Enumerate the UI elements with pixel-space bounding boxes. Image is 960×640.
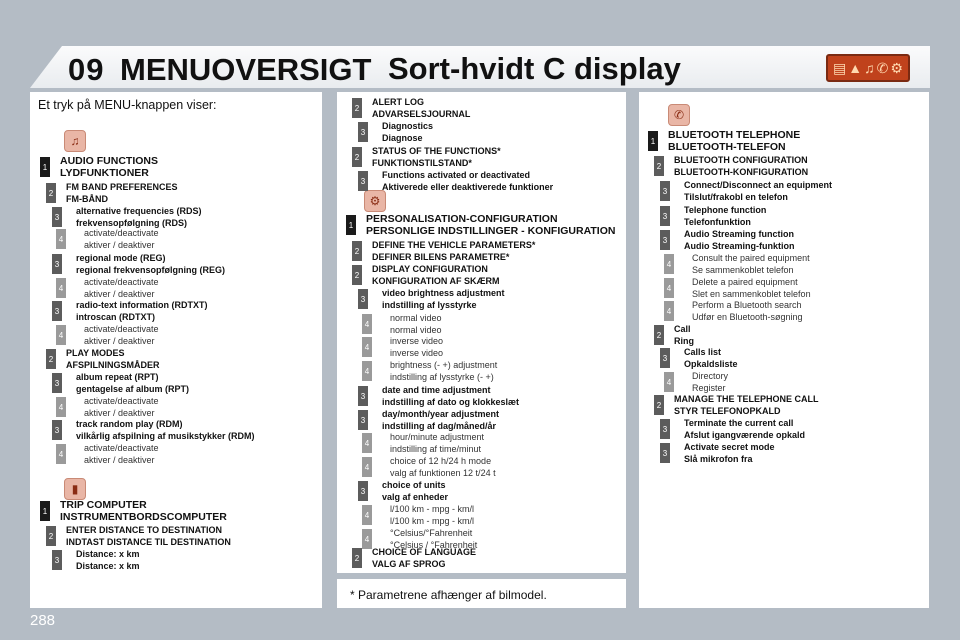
menu-item-english: Calls list [684,347,722,357]
menu-item-text [84,443,159,466]
menu-item-text [366,214,615,237]
menu-item-english: MANAGE THE TELEPHONE CALL [674,394,819,404]
menu-item-text [692,277,811,300]
level-badge: 3 [52,373,62,393]
level-badge: 3 [660,230,670,250]
personalisation-icon: ⚙ [364,190,386,212]
menu-item-english: alternative frequencies (RDS) [76,206,202,216]
menu-item-english: choice of 12 h/24 h mode [390,456,492,466]
navigation-icon: ▲ [848,60,863,76]
menu-item-english: DISPLAY CONFIGURATION [372,264,488,274]
menu-item-text [66,348,160,371]
menu-item-text [76,206,202,229]
level-badge: 4 [56,397,66,417]
level-badge: 3 [358,410,368,430]
menu-item-english: Perform a Bluetooth search [692,300,802,310]
menu-item-text [76,549,140,572]
level-badge: 3 [660,206,670,226]
menu-item-text [692,371,728,394]
menu-item-danish: Tilslut/frakobl en telefon [684,191,788,202]
level-badge: 4 [56,229,66,249]
menu-item-english: activate/deactivate [84,396,159,406]
menu-item-danish: ADVARSELSJOURNAL [372,108,471,119]
menu-item-english: AUDIO FUNCTIONS [60,155,158,167]
menu-item-text [674,155,808,178]
level-badge: 2 [352,147,362,167]
menu-item-english: normal video [390,313,442,323]
level-badge: 3 [660,443,670,463]
menu-item-text [390,360,497,383]
level-badge: 4 [664,301,674,321]
menu-item-danish: KONFIGURATION AF SKÆRM [372,275,500,286]
menu-item-danish: BLUETOOTH-KONFIGURATION [674,166,809,177]
menu-item-text [684,205,766,228]
page-subtitle: Sort-hvidt C display [388,51,681,86]
menu-item-danish: Distance: x km [76,560,140,571]
menu-item-english: TRIP COMPUTER [60,499,147,511]
menu-item-text [674,394,819,417]
footnote-text: * Parametrene afhænger af bilmodel. [350,588,547,602]
menu-item-text [372,264,500,287]
menu-item-text [382,170,553,193]
menu-item-english: CHOICE OF LANGUAGE [372,547,477,557]
level-badge: 4 [362,337,372,357]
menu-item-danish: FUNKTIONSTILSTAND* [372,157,472,168]
level-badge: 4 [56,444,66,464]
menu-item-text [76,419,255,442]
menu-item-danish: aktiver / deaktiver [84,335,155,346]
menu-item-danish: VALG AF SPROG [372,558,446,569]
menu-item-danish: Afslut igangværende opkald [684,429,806,440]
menu-item-english: activate/deactivate [84,228,159,238]
menu-item-danish: LYDFUNKTIONER [60,166,149,179]
menu-item-text [382,409,499,432]
level-badge: 1 [648,131,658,151]
audio-icon: ♫ [64,130,86,152]
menu-item-english: Terminate the current call [684,418,794,428]
menu-item-danish: Slet en sammenkoblet telefon [692,288,811,299]
menu-item-danish: introscan (RDTXT) [76,311,156,322]
menu-item-danish: frekvensopfølgning (RDS) [76,217,188,228]
level-badge: 3 [660,348,670,368]
menu-item-english: Consult the paired equipment [692,253,810,263]
menu-item-danish: indstilling af lysstyrke [382,299,477,310]
menu-item-text [372,547,476,570]
menu-item-danish: Diagnose [382,132,423,143]
level-badge: 3 [52,420,62,440]
menu-item-danish: Audio Streaming-funktion [684,240,795,251]
menu-item-danish: INSTRUMENTBORDSCOMPUTER [60,510,227,523]
page-number: 288 [30,612,56,629]
level-badge: 3 [52,207,62,227]
menu-item-english: Directory [692,371,729,381]
menu-item-english: ENTER DISTANCE TO DESTINATION [66,525,223,535]
radio-icon: ▤ [833,59,847,76]
menu-item-text [390,456,496,479]
menu-item-english: hour/minute adjustment [390,432,485,442]
level-badge: 4 [362,505,372,525]
menu-item-english: STATUS OF THE FUNCTIONS* [372,146,501,156]
menu-item-danish: indstilling af lysstyrke (- +) [390,371,494,382]
menu-item-english: regional mode (REG) [76,253,166,263]
menu-item-english: activate/deactivate [84,277,159,287]
level-badge: 2 [654,325,664,345]
level-badge: 4 [362,433,372,453]
menu-item-text [382,385,519,408]
level-badge: 1 [40,157,50,177]
chapter-number: 09 [68,52,105,87]
level-badge: 4 [362,361,372,381]
menu-item-danish: °Celsius / °Fahrenheit [390,539,478,550]
level-badge: 4 [56,325,66,345]
menu-item-english: album repeat (RPT) [76,372,159,382]
level-badge: 2 [654,156,664,176]
menu-item-text [684,229,795,252]
menu-item-danish: indstilling af time/minut [390,443,482,454]
menu-item-danish: Register [692,382,726,393]
menu-item-danish: aktiver / deaktiver [84,288,155,299]
menu-item-text [668,130,800,153]
level-badge: 2 [352,265,362,285]
level-badge: 3 [660,181,670,201]
menu-item-danish: Aktiverede eller deaktiverede funktioner [382,181,554,192]
menu-item-english: day/month/year adjustment [382,409,500,419]
menu-item-text [76,253,225,276]
menu-item-text [84,324,159,347]
level-badge: 1 [40,501,50,521]
level-badge: 3 [52,301,62,321]
menu-item-danish: aktiver / deaktiver [84,454,155,465]
menu-item-english: BLUETOOTH TELEPHONE [668,129,801,141]
level-badge: 4 [664,278,674,298]
level-badge: 3 [358,171,368,191]
menu-item-danish: valg af enheder [382,491,449,502]
menu-item-text [684,347,738,370]
level-badge: 1 [346,215,356,235]
menu-item-danish: inverse video [390,347,444,358]
menu-item-text [390,336,443,359]
settings-icon: ⚙ [890,59,903,76]
level-badge: 4 [362,314,372,334]
level-badge: 4 [664,254,674,274]
intro-text: Et tryk på MENU-knappen viser: [38,98,217,112]
menu-item-english: FM BAND PREFERENCES [66,182,178,192]
level-badge: 2 [46,526,56,546]
menu-item-english: Delete a paired equipment [692,277,798,287]
menu-item-danish: aktiver / deaktiver [84,407,155,418]
menu-item-english: activate/deactivate [84,443,159,453]
page-title: MENUOVERSIGT [120,52,372,87]
menu-item-text [382,288,505,311]
menu-item-english: brightness (- +) adjustment [390,360,498,370]
menu-item-english: BLUETOOTH CONFIGURATION [674,155,808,165]
menu-item-danish: BLUETOOTH-TELEFON [668,140,786,153]
level-badge: 3 [358,481,368,501]
menu-item-text [84,396,159,419]
menu-item-text [76,300,208,323]
menu-item-english: Connect/Disconnect an equipment [684,180,833,190]
trip-computer-icon: ▮ [64,478,86,500]
menu-item-danish: PERSONLIGE INDSTILLINGER - KONFIGURATION [366,224,616,237]
menu-item-text [76,372,189,395]
menu-item-text [382,480,448,503]
menu-item-english: activate/deactivate [84,324,159,334]
menu-item-danish: l/100 km - mpg - km/l [390,515,475,526]
music-icon: ♫ [864,60,875,76]
level-badge: 3 [52,550,62,570]
menu-item-text [84,228,159,251]
menu-item-danish: aktiver / deaktiver [84,239,155,250]
menu-item-danish: gentagelse af album (RPT) [76,383,190,394]
level-badge: 2 [46,183,56,203]
menu-item-english: video brightness adjustment [382,288,505,298]
level-badge: 4 [56,278,66,298]
menu-item-text [66,525,231,548]
header-icon-strip [826,54,910,82]
menu-item-danish: Ring [674,335,694,346]
menu-item-danish: Slå mikrofon fra [684,453,753,464]
menu-item-english: track random play (RDM) [76,419,183,429]
menu-item-danish: indstilling af dato og klokkeslæt [382,396,520,407]
menu-item-danish: AFSPILNINGSMÅDER [66,359,160,370]
menu-item-text [60,500,227,523]
level-badge: 2 [352,548,362,568]
level-badge: 2 [352,98,362,118]
menu-item-english: DEFINE THE VEHICLE PARAMETERS* [372,240,536,250]
menu-item-english: Telephone function [684,205,767,215]
menu-item-text [372,97,470,120]
level-badge: 4 [362,529,372,549]
menu-item-english: Functions activated or deactivated [382,170,531,180]
menu-item-danish: Udfør en Bluetooth-søgning [692,311,803,322]
menu-item-english: radio-text information (RDTXT) [76,300,208,310]
level-badge: 4 [664,372,674,392]
menu-item-english: Diagnostics [382,121,434,131]
menu-item-text [382,121,433,144]
bluetooth-phone-icon: ✆ [668,104,690,126]
level-badge: 2 [654,395,664,415]
menu-item-danish: regional frekvensopfølgning (REG) [76,264,226,275]
phone-icon: ✆ [876,59,889,76]
menu-item-text [390,432,484,455]
menu-item-text [692,253,810,276]
menu-item-text [390,313,442,336]
level-badge: 3 [660,419,670,439]
level-badge: 4 [362,457,372,477]
menu-item-danish: FM-BÅND [66,193,108,204]
menu-item-text [684,180,832,203]
menu-item-text [390,504,474,527]
level-badge: 2 [352,241,362,261]
menu-item-text [674,324,694,347]
level-badge: 3 [358,289,368,309]
menu-item-english: ALERT LOG [372,97,424,107]
menu-item-text [684,442,775,465]
menu-item-text [684,418,805,441]
menu-item-text [66,182,178,205]
menu-item-english: l/100 km - mpg - km/l [390,504,475,514]
level-badge: 3 [358,386,368,406]
menu-item-english: PLAY MODES [66,348,125,358]
menu-item-danish: normal video [390,324,442,335]
menu-item-text [692,300,803,323]
menu-item-danish: vilkårlig afspilning af musikstykker (RDM) [76,430,255,441]
menu-item-english: PERSONALISATION-CONFIGURATION [366,213,558,225]
menu-item-english: Activate secret mode [684,442,775,452]
menu-item-text [60,156,158,179]
menu-item-english: date and time adjustment [382,385,491,395]
menu-item-text [84,277,159,300]
level-badge: 3 [358,122,368,142]
level-badge: 2 [46,349,56,369]
level-badge: 3 [52,254,62,274]
menu-item-english: Audio Streaming function [684,229,794,239]
menu-item-english: choice of units [382,480,446,490]
menu-item-danish: Se sammenkoblet telefon [692,264,794,275]
menu-item-text [372,240,535,263]
menu-item-danish: Opkaldsliste [684,358,738,369]
menu-item-text [372,146,501,169]
menu-item-danish: STYR TELEFONOPKALD [674,405,781,416]
menu-item-english: Distance: x km [76,549,140,559]
menu-item-danish: Telefonfunktion [684,216,751,227]
menu-item-danish: indstilling af dag/måned/år [382,420,497,431]
menu-item-english: Call [674,324,691,334]
menu-item-danish: INDTAST DISTANCE TIL DESTINATION [66,536,231,547]
menu-item-english: inverse video [390,336,444,346]
menu-item-english: °Celsius/°Fahrenheit [390,528,473,538]
menu-item-danish: valg af funktionen 12 t/24 t [390,467,496,478]
menu-item-danish: DEFINER BILENS PARAMETRE* [372,251,510,262]
